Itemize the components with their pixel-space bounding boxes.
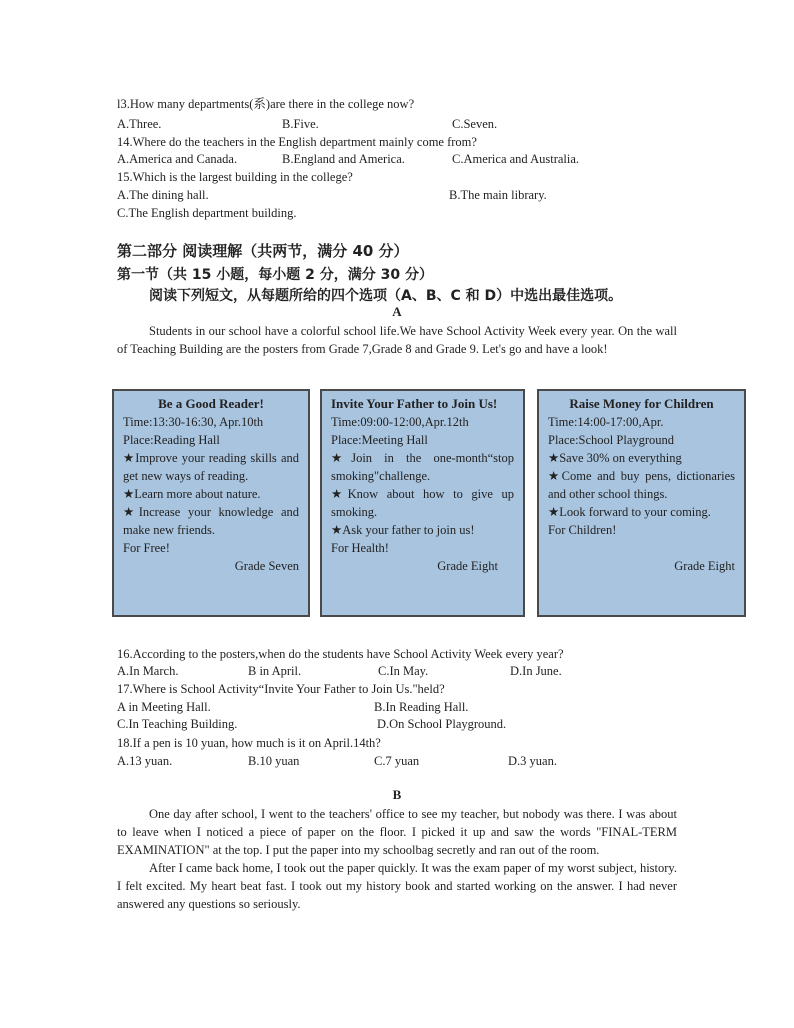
poster-time: Time:13:30-16:30, Apr.10th	[123, 415, 264, 429]
poster-title: Invite Your Father to Join Us!	[331, 396, 498, 411]
poster-item: ★Know about how to give up smoking.	[331, 487, 514, 519]
q17-option-b: B.In Reading Hall.	[374, 700, 469, 714]
q16-option-c: C.In May.	[378, 664, 429, 678]
poster-tagline: For Health!	[331, 541, 389, 555]
passage-a-paragraph: Students in our school have a colorful school life.We have School Activity Week every year. On the wall of Teaching Building are the posters from Grade 7,Grade 8 and Grade 9. Let's go and have a look!	[117, 324, 677, 356]
poster-item: ★Save 30% on everything	[548, 451, 682, 465]
q13-option-c: C.Seven.	[452, 117, 498, 131]
subsection-title: 第一节（共 15 小题，每小题 2 分，满分 30 分）	[117, 267, 433, 283]
q17-option-a: A in Meeting Hall.	[117, 700, 211, 714]
poster-item: ★Look forward to your coming.	[548, 505, 711, 519]
q15-option-a: A.The dining hall.	[117, 188, 209, 202]
passage-a-text	[117, 322, 677, 358]
q13-option-a: A.Three.	[117, 117, 162, 131]
question-15: 15.Which is the largest building in the college?	[117, 170, 353, 184]
question-16: 16.According to the posters,when do the students have School Activity Week every year?	[117, 647, 564, 661]
poster-title: Be a Good Reader!	[158, 396, 264, 411]
q18-option-d: D.3 yuan.	[508, 754, 557, 768]
passage-b-text	[117, 805, 677, 913]
poster-time: Time:09:00-12:00,Apr.12th	[331, 415, 469, 429]
q15-option-c: C.The English department building.	[117, 206, 297, 220]
q17-option-d: D.On School Playground.	[377, 717, 507, 731]
poster-time: Time:14:00-17:00,Apr.	[548, 415, 664, 429]
q15-option-b: B.The main library.	[449, 188, 547, 202]
poster-place: Place:School Playground	[548, 433, 675, 447]
poster-tagline: For Free!	[123, 541, 170, 555]
q16-option-d: D.In June.	[510, 664, 562, 678]
section-title: 第二部分 阅读理解（共两节，满分 40 分）	[117, 242, 409, 260]
passage-b-label: B	[392, 787, 402, 802]
passage-b-paragraph-1: One day after school, I went to the teachers' office to see my teacher, but nobody was there. I was about to leave when I noticed a piece of paper on the floor. I picked it up and saw the words "FINAL-TERM EXAMINATION" at the top. I put the paper into my schoolbag secretly and ran out of the room.	[117, 807, 677, 857]
q14-option-c: C.America and Australia.	[452, 152, 580, 166]
q14-option-a: A.America and Canada.	[117, 152, 238, 166]
question-18: 18.If a pen is 10 yuan, how much is it on April.14th?	[117, 736, 381, 750]
poster-item: ★Improve your reading skills and get new ways of reading.	[123, 451, 299, 483]
poster-place: Place:Reading Hall	[123, 433, 220, 447]
poster-signature: Grade Eight	[674, 559, 735, 573]
q14-option-b: B.England and America.	[282, 152, 405, 166]
poster-item: ★Join in the one-month“stop smoking"challenge.	[331, 451, 514, 483]
passage-b-paragraph-2: After I came back home, I took out the paper quickly. It was the exam paper of my worst subject, history. I felt excited. My heart beat fast. I took out my history book and started working on the answer. I had never answered any questions so seriously.	[117, 861, 677, 911]
q16-option-b: B in April.	[248, 664, 302, 678]
q18-option-b: B.10 yuan	[248, 754, 300, 768]
poster-title: Raise Money for Children	[569, 396, 714, 411]
poster-good-reader	[112, 389, 310, 617]
poster-item: ★Increase your knowledge and make new friends.	[123, 505, 299, 537]
q18-option-c: C.7 yuan	[374, 754, 420, 768]
q18-option-a: A.13 yuan.	[117, 754, 173, 768]
poster-tagline: For Children!	[548, 523, 617, 537]
poster-item: ★Come and buy pens, dictionaries and other school things.	[548, 469, 735, 501]
poster-invite-father	[320, 389, 525, 617]
instruction: 阅读下列短文，从每题所给的四个选项（A、B、C 和 D）中选出最佳选项。	[149, 288, 623, 304]
poster-place: Place:Meeting Hall	[331, 433, 428, 447]
question-17: 17.Where is School Activity“Invite Your Father to Join Us."held?	[117, 682, 445, 696]
q17-option-c: C.In Teaching Building.	[117, 717, 238, 731]
poster-signature: Grade Seven	[234, 559, 299, 573]
poster-signature: Grade Eight	[437, 559, 498, 573]
poster-raise-money	[537, 389, 746, 617]
passage-a-label: A	[392, 304, 402, 319]
poster-item: ★Ask your father to join us!	[331, 523, 475, 537]
poster-item: ★Learn more about nature.	[123, 487, 261, 501]
question-13: l3.How many departments(系)are there in the college now?	[117, 97, 415, 111]
q16-option-a: A.In March.	[117, 664, 179, 678]
q13-option-b: B.Five.	[282, 117, 319, 131]
question-14: 14.Where do the teachers in the English department mainly come from?	[117, 135, 477, 149]
